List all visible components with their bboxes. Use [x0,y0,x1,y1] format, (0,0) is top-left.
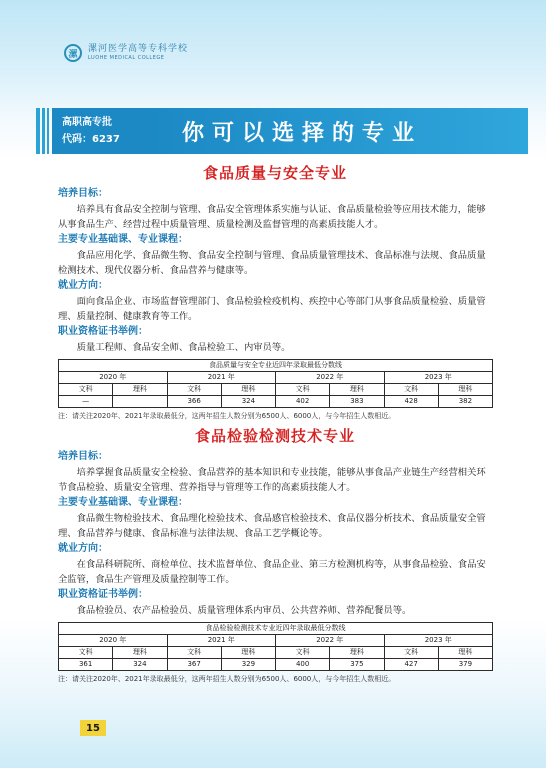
cert-text: 质量工程师、食品安全师、食品检验工、内审员等。 [76,342,291,353]
courses-label: 主要专业基础课、专业课程： [58,497,188,508]
table-note: 注：请关注2020年、2021年录取最低分，这两年招生人数分别为6500人、6000人，与今年招生人数相近。 [58,675,396,683]
score-cell: 382 [438,396,492,408]
score-cell: 367 [167,659,221,671]
subject-cell: 文科 [59,647,113,659]
table-subject-row [59,647,493,659]
goal-text: 培养掌握食品质量安全检验、食品营养的基本知识和专业技能，能够从事食品产业链生产经营相关环节食品检验、质量安全管理、营养指导与管理等工作的高素质技能人才。 [58,467,486,493]
banner-title: 你可以选择的专业 [152,108,528,154]
score-cell: 402 [276,396,330,408]
year-cell: 2020 年 [59,372,168,384]
year-cell: 2022 年 [276,372,385,384]
year-cell: 2023 年 [384,635,493,647]
banner-stripes [36,108,52,154]
year-cell: 2021 年 [167,635,276,647]
page-number: 15 [80,720,106,736]
subject-cell: 文科 [276,647,330,659]
score-cell: 366 [167,396,221,408]
school-logo [64,44,188,62]
career-label: 就业方向： [58,543,108,554]
subject-cell: 文科 [384,384,438,396]
subject-cell: 理科 [330,384,384,396]
table-note: 注：请关注2020年、2021年录取最低分，这两年招生人数分别为6500人、6000人，与今年招生人数相近。 [58,412,396,420]
year-cell: 2023 年 [384,372,493,384]
score-cell: 324 [221,396,275,408]
subject-cell: 理科 [113,384,167,396]
goal-label: 培养目标： [58,188,108,199]
goal-text: 培养具有食品安全控制与管理、食品安全管理体系实施与认证、食品质量检验等应用技术能力，能够从事食品生产、经营过程中质量管理、质量检测及监督管理的高素质技能人才。 [58,204,486,230]
major-title: 食品检验检测技术专业 [194,427,355,445]
goal-label: 培养目标： [58,451,108,462]
courses-text: 食品微生物检验技术、食品理化检验技术、食品感官检验技术、食品仪器分析技术、食品质量安全管理、食品营养与健康、食品标准与法律法规、食品工艺学概论等。 [58,513,486,539]
cert-label: 职业资格证书举例： [58,589,148,600]
subject-cell: 理科 [221,647,275,659]
score-cell [113,396,167,408]
year-cell: 2021 年 [167,372,276,384]
subject-cell: 理科 [438,384,492,396]
score-table [58,359,493,408]
table-year-row [59,372,493,384]
table-caption: 食品质量与安全专业近四年录取最低分数线 [59,360,493,372]
year-cell: 2020 年 [59,635,168,647]
batch-label: 高职高专批 [62,117,112,128]
table-year-row [59,635,493,647]
subject-cell: 理科 [113,647,167,659]
career-text: 面向食品企业、市场监督管理部门、食品检验检疫机构、疾控中心等部门从事食品质量检验、质量管理、质量控制、健康教育等工作。 [58,296,486,322]
batch-code: 代码：6237 [62,134,120,145]
year-cell: 2022 年 [276,635,385,647]
table-score-row [59,659,493,671]
courses-text: 食品应用化学、食品微生物、食品安全控制与管理、食品质量管理技术、食品标准与法规、食品质量检测技术、现代仪器分析、食品营养与健康等。 [58,250,486,276]
subject-cell: 理科 [221,384,275,396]
score-cell: 427 [384,659,438,671]
score-cell: 383 [330,396,384,408]
subject-cell: 文科 [167,384,221,396]
courses-label: 主要专业基础课、专业课程： [58,234,188,245]
subject-cell: 理科 [330,647,384,659]
subject-cell: 文科 [167,647,221,659]
subject-cell: 文科 [384,647,438,659]
score-cell: 324 [113,659,167,671]
career-text: 在食品科研院所、商检单位、技术监督单位、食品企业、第三方检测机构等，从事食品检验、食品安全监管，食品生产管理及质量控制等工作。 [58,559,486,585]
section-banner [36,108,528,154]
table-caption: 食品检验检测技术专业近四年录取最低分数线 [59,623,493,635]
school-name: 漯河医学高等专科学校 [88,44,189,54]
page-content [58,160,492,684]
score-cell: 428 [384,396,438,408]
career-label: 就业方向： [58,280,108,291]
score-cell: 375 [330,659,384,671]
subject-cell: 理科 [438,647,492,659]
score-cell: — [59,396,113,408]
major-title: 食品质量与安全专业 [202,164,347,182]
major-section-food-inspection-testing [58,423,492,684]
subject-cell: 文科 [276,384,330,396]
table-score-row [59,396,493,408]
score-cell: 361 [59,659,113,671]
school-emblem-icon: 漯 [64,44,82,62]
score-table [58,622,493,671]
score-cell: 400 [276,659,330,671]
subject-cell: 文科 [59,384,113,396]
score-cell: 379 [438,659,492,671]
major-section-food-quality-safety [58,160,492,421]
school-name-english: LUOHE MEDICAL COLLEGE [88,55,165,61]
score-cell: 329 [221,659,275,671]
cert-text: 食品检验员、农产品检验员、质量管理体系内审员、公共营养师、营养配餐员等。 [76,605,412,616]
table-subject-row [59,384,493,396]
banner-batch-box [52,108,152,154]
cert-label: 职业资格证书举例： [58,326,148,337]
